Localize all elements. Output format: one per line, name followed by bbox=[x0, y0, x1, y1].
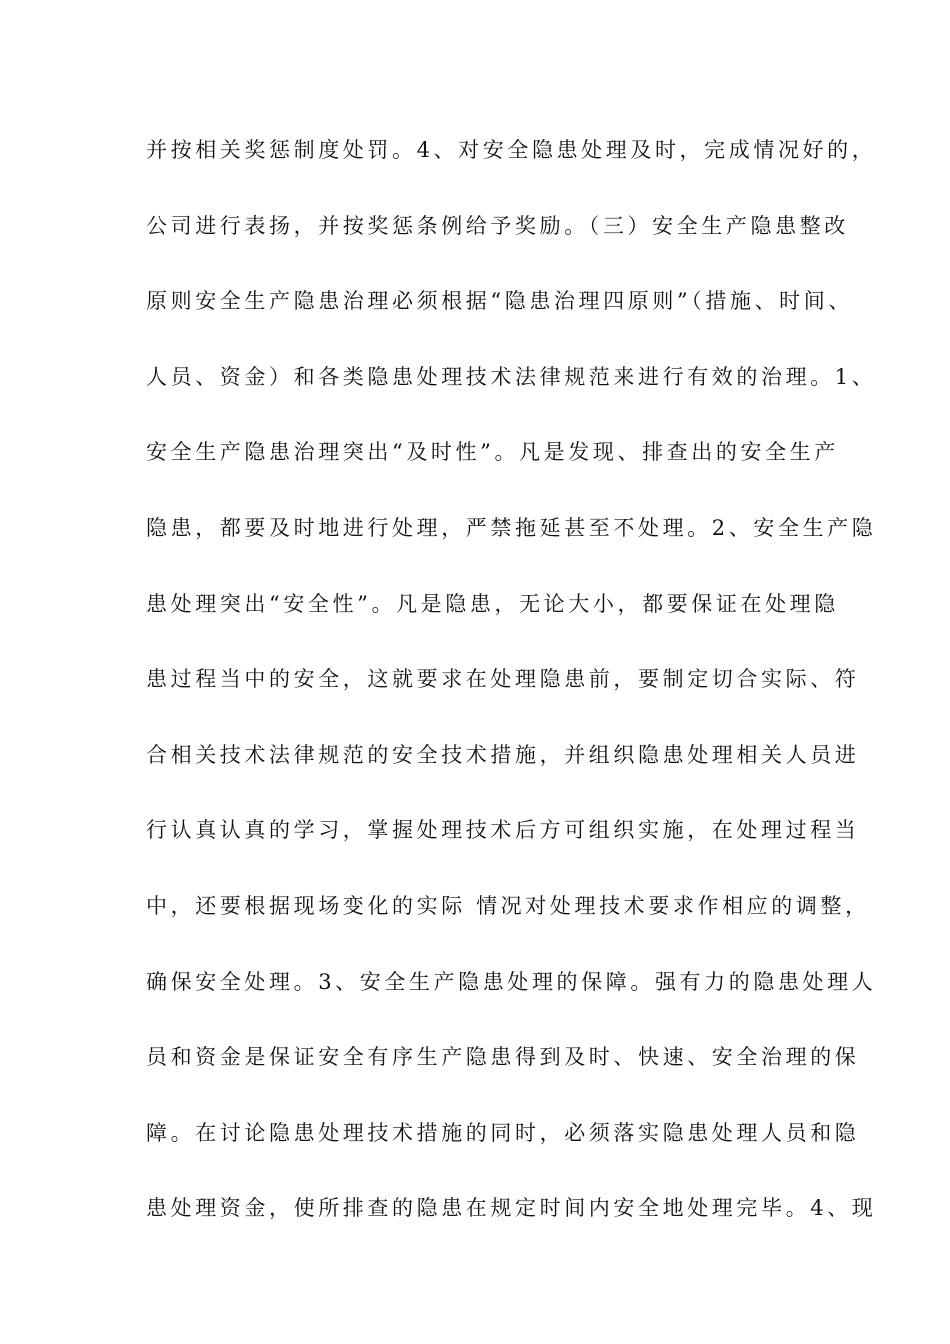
text-line: 患过程当中的安全，这就要求在处理隐患前，要制定切合实际、符 bbox=[146, 667, 860, 692]
text-line: 原则安全生产隐患治理必须根据“隐患治理四原则”（措施、时间、 bbox=[146, 289, 853, 314]
text-line: 障。在讨论隐患处理技术措施的同时，必须落实隐患处理人员和隐 bbox=[146, 1120, 860, 1145]
text-line: 人员、资金）和各类隐患处理技术法律规范来进行有效的治理。1、 bbox=[146, 364, 877, 389]
text-line: 合相关技术法律规范的安全技术措施，并组织隐患处理相关人员进 bbox=[146, 742, 860, 767]
text-line: 隐患，都要及时地进行处理，严禁拖延甚至不处理。2、安全生产隐 bbox=[146, 515, 877, 540]
text-line: 并按相关奖惩制度处罚。4、对安全隐患处理及时，完成情况好的， bbox=[146, 138, 877, 162]
text-line: 安全生产隐患治理突出“及时性”。凡是发现、排查出的安全生产 bbox=[146, 440, 839, 465]
text-line: 患处理突出“安全性”。凡是隐患，无论大小，都要保证在处理隐 bbox=[146, 591, 839, 616]
text-line: 确保安全处理。3、安全生产隐患处理的保障。强有力的隐患处理人 bbox=[146, 969, 877, 994]
text-line: 中，还要根据现场变化的实际 情况对处理技术要求作相应的调整， bbox=[146, 893, 870, 918]
text-line: 患处理资金，使所排查的隐患在规定时间内安全地处理完毕。4、现 bbox=[146, 1196, 877, 1221]
text-line: 行认真认真的学习，掌握处理技术后方可组织实施，在处理过程当 bbox=[146, 818, 860, 843]
text-line: 公司进行表扬，并按奖惩条例给予奖励。（三）安全生产隐患整改 bbox=[146, 213, 849, 238]
body-text bbox=[146, 132, 877, 1266]
text-line: 员和资金是保证安全有序生产隐患得到及时、快速、安全治理的保 bbox=[146, 1045, 860, 1070]
